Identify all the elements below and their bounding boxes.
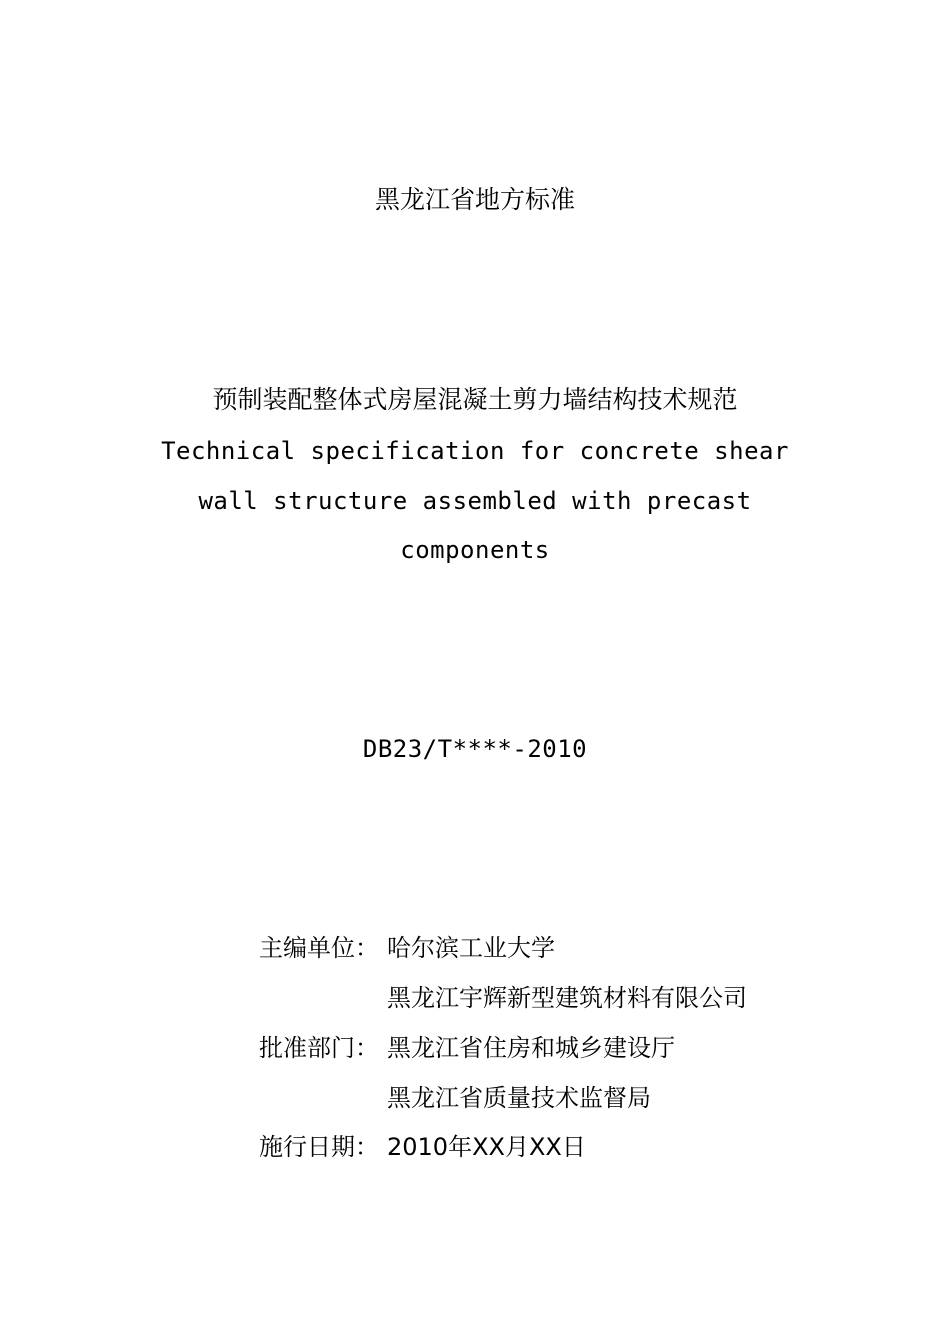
editor-unit-2: 黑龙江宇辉新型建筑材料有限公司 xyxy=(387,984,747,1012)
approver-dept-2: 黑龙江省质量技术监督局 xyxy=(387,1084,651,1112)
title-chinese: 预制装配整体式房屋混凝土剪力墙结构技术规范 xyxy=(212,385,738,414)
title-english-line-1: Technical specification for concrete shear xyxy=(161,437,789,465)
title-english-line-2: wall structure assembled with precast xyxy=(198,487,752,515)
approver-label: 批准部门： xyxy=(259,1034,379,1062)
title-english-line-3: components xyxy=(400,536,550,564)
approver-dept-1: 黑龙江省住房和城乡建设厅 xyxy=(387,1034,675,1062)
standard-type-heading: 黑龙江省地方标准 xyxy=(374,185,575,214)
effective-date-value: 2010年XX月XX日 xyxy=(387,1133,586,1161)
editor-label: 主编单位： xyxy=(259,934,379,962)
effective-date-label: 施行日期： xyxy=(259,1133,379,1161)
standard-code: DB23/T****-2010 xyxy=(362,735,588,763)
editor-unit-1: 哈尔滨工业大学 xyxy=(387,934,555,962)
